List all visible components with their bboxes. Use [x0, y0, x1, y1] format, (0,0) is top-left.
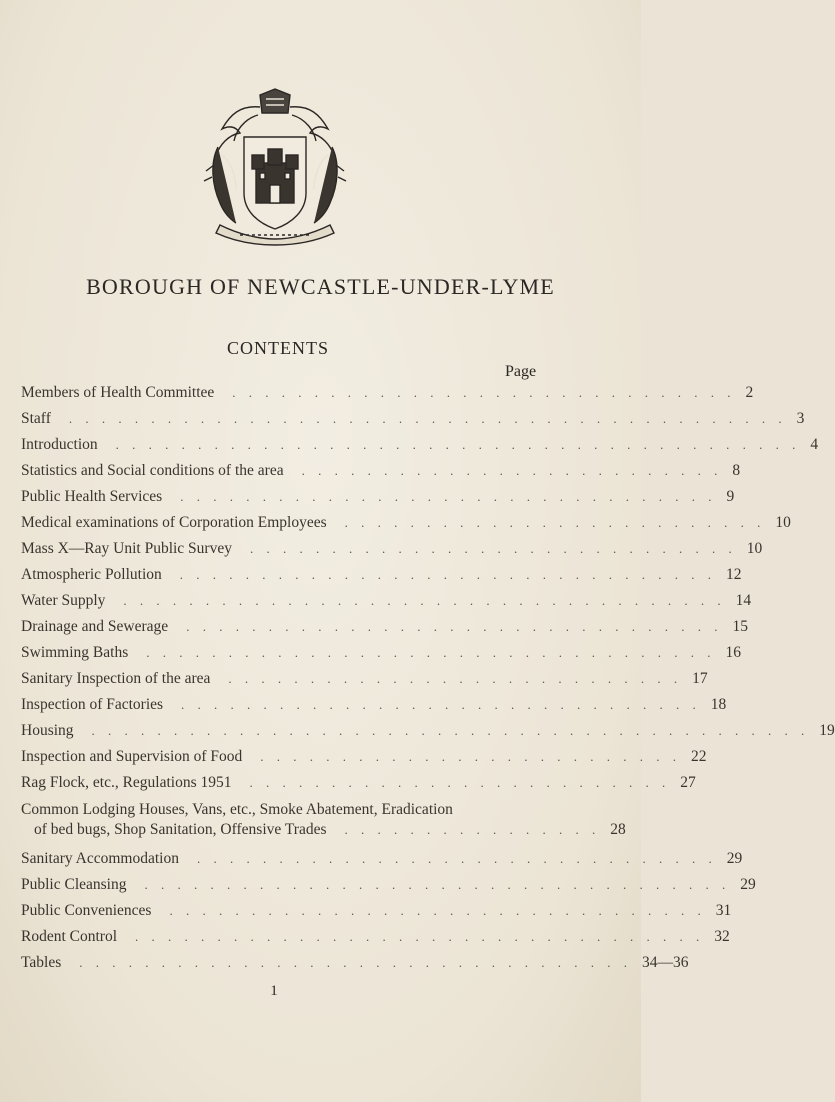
page-number: 1	[270, 983, 278, 999]
contents-heading: CONTENTS	[227, 338, 329, 358]
toc-entry: Swimming Baths . . . . . . . . . . . . . . . . . . . . . . . . . . . . . . . . . . . 16	[21, 644, 741, 661]
toc-entry: Rag Flock, etc., Regulations 1951 . . . . . . . . . . . . . . . . . . . . . . . . . . 27	[21, 774, 696, 791]
toc-entry: Sanitary Inspection of the area . . . . . . . . . . . . . . . . . . . . . . . . . . . . 17	[21, 670, 708, 687]
table-of-contents	[21, 380, 835, 976]
page-column-heading: Page	[505, 363, 537, 380]
toc-entry: Sanitary Accommodation . . . . . . . . . . . . . . . . . . . . . . . . . . . . . . . . 29	[21, 850, 743, 867]
toc-entry: Staff . . . . . . . . . . . . . . . . . . . . . . . . . . . . . . . . . . . . . . . . . . . . 3	[21, 410, 805, 427]
toc-entry: Housing . . . . . . . . . . . . . . . . . . . . . . . . . . . . . . . . . . . . . . . . . . . . 19	[21, 722, 835, 739]
toc-entry: Public Conveniences . . . . . . . . . . . . . . . . . . . . . . . . . . . . . . . . . 31	[21, 902, 732, 919]
borough-title: BOROUGH OF NEWCASTLE-UNDER-LYME	[86, 274, 555, 299]
toc-entry: Rodent Control . . . . . . . . . . . . . . . . . . . . . . . . . . . . . . . . . . . 32	[21, 928, 730, 945]
toc-entry: Members of Health Committee . . . . . . . . . . . . . . . . . . . . . . . . . . . . . . . 2	[21, 384, 754, 401]
toc-entry: Mass X—Ray Unit Public Survey . . . . . . . . . . . . . . . . . . . . . . . . . . . . . . 10	[21, 540, 763, 557]
toc-entry: Public Cleansing . . . . . . . . . . . . . . . . . . . . . . . . . . . . . . . . . . . . 29	[21, 876, 756, 893]
toc-entry: Public Health Services . . . . . . . . . . . . . . . . . . . . . . . . . . . . . . . . . 9	[21, 488, 735, 505]
toc-entry: Statistics and Social conditions of the area . . . . . . . . . . . . . . . . . . . . . . . . . . 8	[21, 462, 741, 479]
toc-entry: Medical examinations of Corporation Employees . . . . . . . . . . . . . . . . . . . . . . . . . . 10	[21, 514, 791, 531]
toc-entry: Inspection of Factories . . . . . . . . . . . . . . . . . . . . . . . . . . . . . . . . 18	[21, 696, 727, 713]
coat-of-arms-icon	[200, 85, 350, 245]
toc-entry: Introduction . . . . . . . . . . . . . . . . . . . . . . . . . . . . . . . . . . . . . . . . . . 4	[21, 436, 819, 453]
toc-entry: Atmospheric Pollution . . . . . . . . . . . . . . . . . . . . . . . . . . . . . . . . . 12	[21, 566, 742, 583]
toc-entry: Water Supply . . . . . . . . . . . . . . . . . . . . . . . . . . . . . . . . . . . . . 14	[21, 592, 752, 609]
toc-entry: Tables . . . . . . . . . . . . . . . . . . . . . . . . . . . . . . . . . . 34—36	[21, 954, 689, 971]
toc-entry: Inspection and Supervision of Food . . . . . . . . . . . . . . . . . . . . . . . . . . 22	[21, 748, 707, 765]
toc-entry: Common Lodging Houses, Vans, etc., Smoke Abatement, Eradication of bed bugs, Shop Sanitation, Offensive Trades . . . . . . . . . . . . . . . . 28	[21, 801, 626, 838]
toc-entry: Drainage and Sewerage . . . . . . . . . . . . . . . . . . . . . . . . . . . . . . . . . 15	[21, 618, 748, 635]
